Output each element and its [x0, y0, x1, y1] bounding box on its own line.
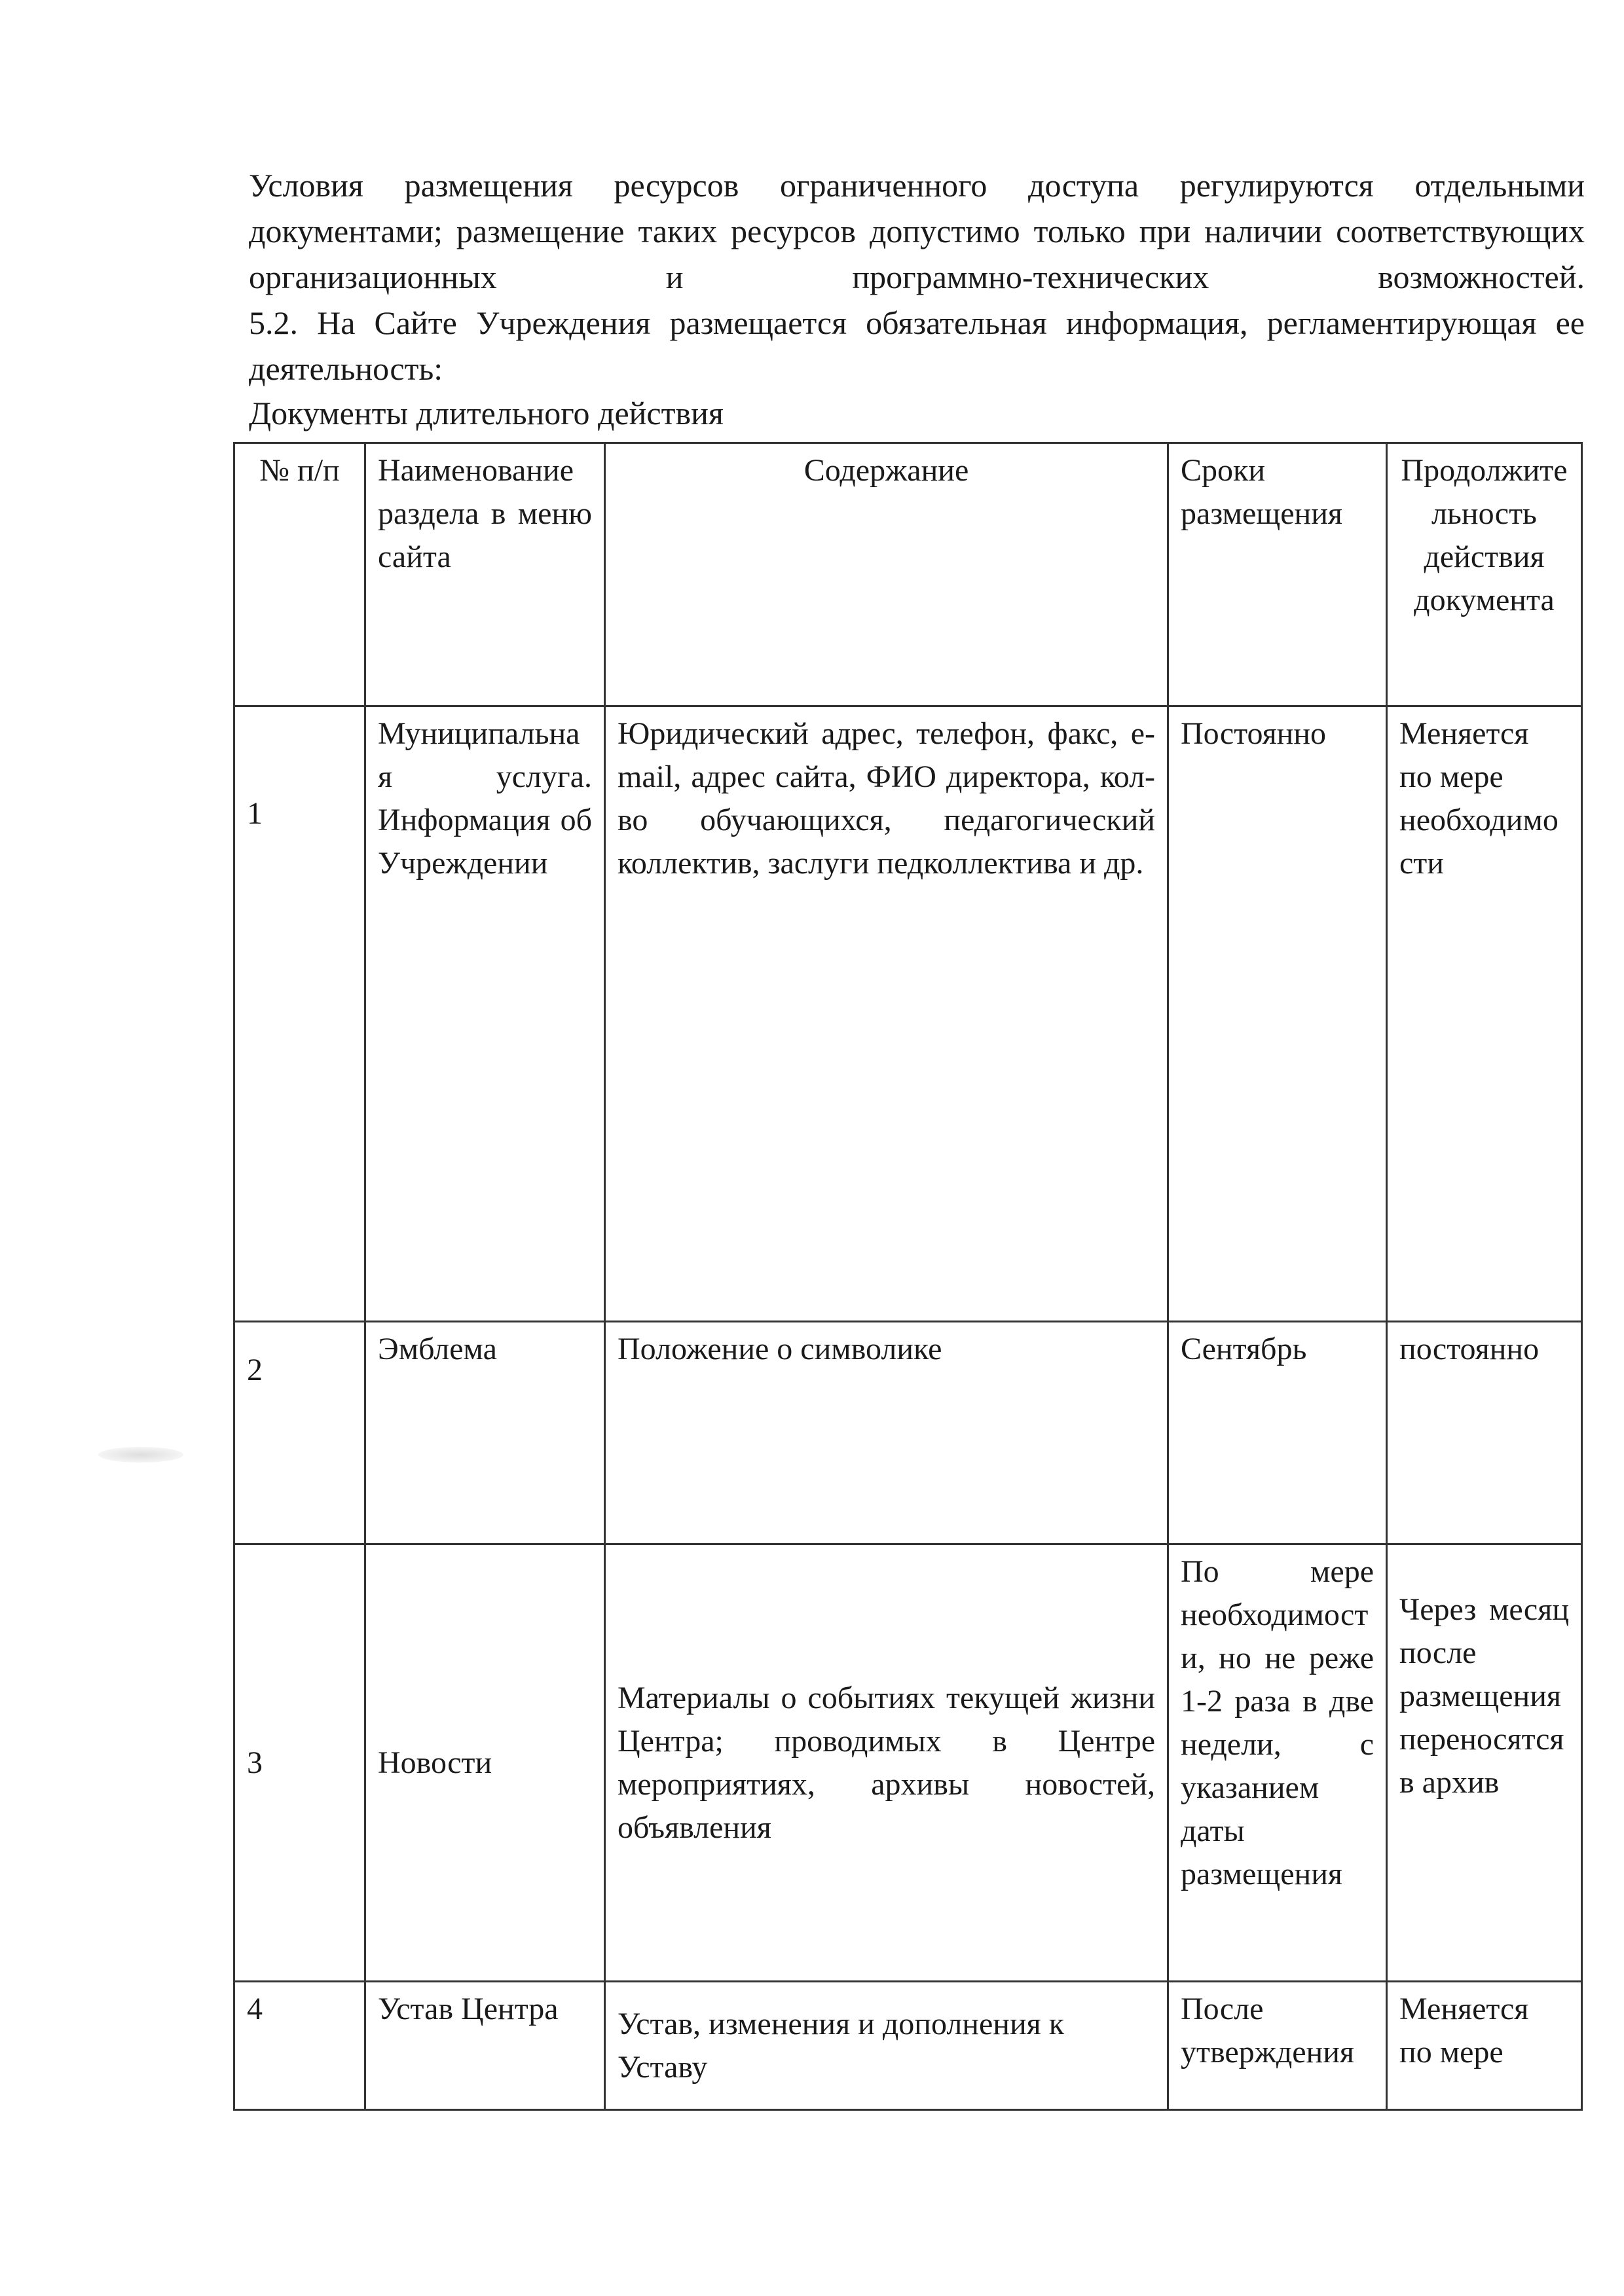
table-caption: Документы длительного действия [249, 395, 724, 431]
row-3-section: Новости [365, 1544, 605, 1982]
intro-text [249, 162, 1585, 392]
documents-table [233, 442, 1583, 2111]
scan-smudge [98, 1447, 183, 1463]
header-section: Наименование раздела в меню сайта [365, 443, 605, 706]
row-4-content: Устав, изменения и дополнения к Уставу [605, 1982, 1168, 2110]
row-2-section: Эмблема [365, 1322, 605, 1544]
header-duration: Продолжительность действия документа [1387, 443, 1582, 706]
table-header-row [234, 443, 1582, 706]
header-num: № п/п [234, 443, 365, 706]
row-3-terms: По мере необходимости, но не реже 1-2 раза в две недели, с указанием даты размещения [1168, 1544, 1387, 1982]
row-4-section: Устав Центра [365, 1982, 605, 2110]
row-4-terms: После утверждения [1168, 1982, 1387, 2110]
row-1-terms: Постоянно [1168, 706, 1387, 1322]
table-row [234, 1322, 1582, 1544]
row-1-duration: Меняется по мере необходимости [1387, 706, 1582, 1322]
row-4-duration: Меняется по мере [1387, 1982, 1582, 2110]
table-row [234, 706, 1582, 1322]
row-1-content: Юридический адрес, телефон, факс, e-mail, адрес сайта, ФИО директора, кол-во обучающихся, педагогический коллектив, заслуги педколлектива и др. [605, 706, 1168, 1322]
row-2-num: 2 [234, 1322, 365, 1544]
intro-paragraph-2: 5.2. На Сайте Учреждения размещается обязательная информация, регламентирующая ее деятельность: [249, 304, 1585, 387]
row-2-content: Положение о символике [605, 1322, 1168, 1544]
row-3-content: Материалы о событиях текущей жизни Центра; проводимых в Центре мероприятиях, архивы новостей, объявления [605, 1544, 1168, 1982]
row-1-section: Муниципальная услуга. Информация об Учреждении [365, 706, 605, 1322]
table-row [234, 1982, 1582, 2110]
row-2-duration: постоянно [1387, 1322, 1582, 1544]
header-terms: Сроки размещения [1168, 443, 1387, 706]
intro-paragraph-1: Условия размещения ресурсов ограниченного доступа регулируются отдельными документами; размещение таких ресурсов допустимо только при наличии соответствующих организационных и программно-технических возможностей. [249, 167, 1585, 295]
header-content: Содержание [605, 443, 1168, 706]
row-3-num: 3 [234, 1544, 365, 1982]
row-3-duration: Через месяц после размещения переносятся в архив [1387, 1544, 1582, 1982]
table-row [234, 1544, 1582, 1982]
row-2-terms: Сентябрь [1168, 1322, 1387, 1544]
row-1-num: 1 [234, 706, 365, 1322]
row-4-num: 4 [234, 1982, 365, 2110]
